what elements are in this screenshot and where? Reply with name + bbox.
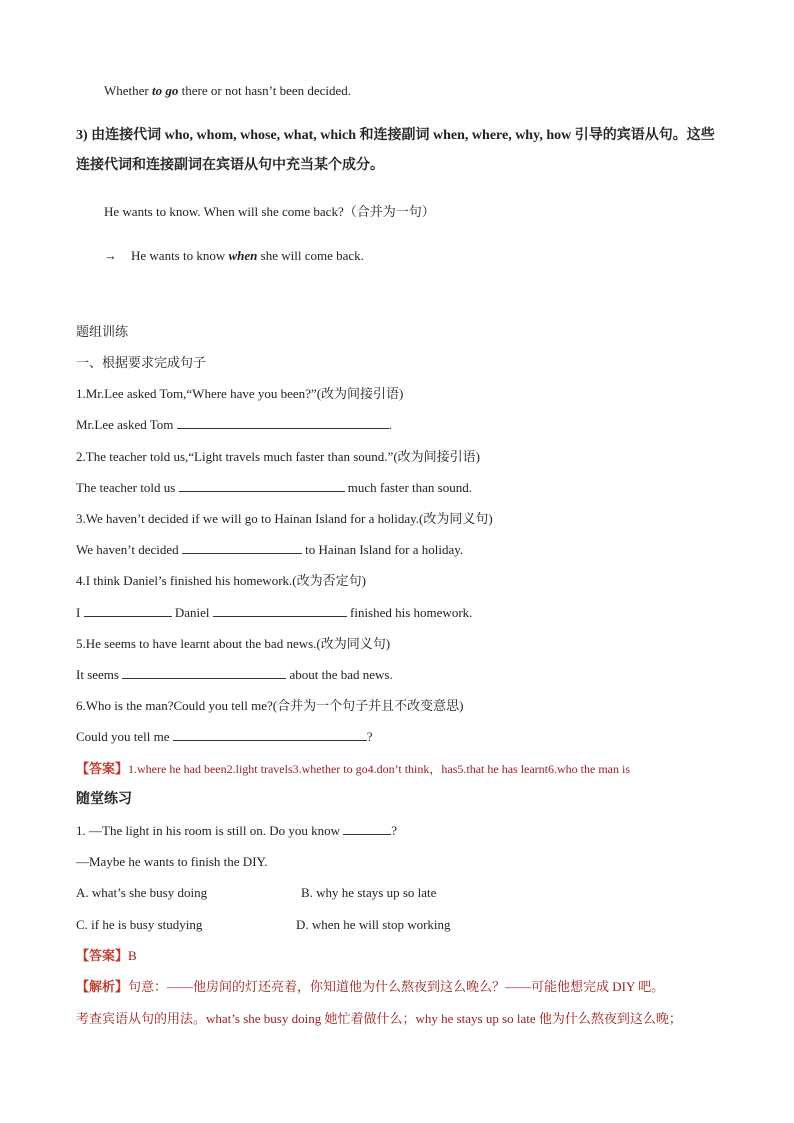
section3-line1: 3) 由连接代词 who, whom, whose, what, which 和连接副词 when, where, why, how 引导的宾语从句。这些 [76, 128, 715, 143]
example-combine-question: He wants to know. When will she come back?（合并为一句） [104, 204, 435, 219]
drill-question-4: 4.I think Daniel’s finished his homework.(改为否定句) [76, 573, 366, 588]
drill-answer-1-post: . [388, 417, 392, 432]
answer-blank[interactable] [122, 666, 286, 679]
drill-answer-line-3 [76, 541, 463, 559]
drill-answer-line-1 [76, 416, 392, 434]
drill-answer-5-pre: It seems [76, 667, 123, 682]
drill-subtitle: 一、根据要求完成句子 [76, 355, 207, 370]
drill-answer-1-pre: Mr.Lee asked Tom [76, 417, 177, 432]
answer-blank[interactable] [182, 541, 302, 554]
drill-answer-line-6 [76, 728, 373, 746]
drill-answer-line-4 [76, 604, 472, 622]
drill-answer-line-2 [76, 479, 472, 497]
practice-question-1-reply: —Maybe he wants to finish the DIY. [76, 854, 268, 869]
option-b[interactable]: B. why he stays up so late [301, 885, 437, 900]
drill-answer-4-post: finished his homework. [346, 605, 473, 620]
example-whether-pre: Whether [104, 83, 153, 98]
practice-analysis [76, 978, 664, 996]
example-combine-answer-post: she will come back. [257, 248, 364, 263]
drill-answer-4-mid: Daniel [171, 605, 213, 620]
example-combine-answer [104, 247, 364, 265]
option-d[interactable]: D. when he will stop working [296, 917, 451, 932]
practice-answer-value: B [128, 948, 137, 963]
example-combine-answer-pre: He wants to know [131, 248, 229, 263]
example-whether-post: there or not hasn’t been decided. [178, 83, 352, 98]
example-whether-keyword: to go [152, 83, 179, 98]
analysis-label: 【解析】 [76, 979, 129, 994]
drill-answer-6-post: ? [366, 729, 373, 744]
drill-answer-2-pre: The teacher told us [76, 480, 179, 495]
drill-answer-key [76, 760, 630, 778]
answer-text: 1.where he had been2.light travels3.whether to go4.don’t think，has5.that he has learnt6.who the man is [128, 762, 631, 776]
drill-answer-3-pre: We haven’t decided [76, 542, 182, 557]
answer-blank[interactable] [179, 479, 345, 492]
drill-answer-2-post: much faster than sound. [344, 480, 472, 495]
practice-q1-end: ? [391, 823, 398, 838]
drill-answer-5-post: about the bad news. [286, 667, 393, 682]
drill-title: 题组训练 [76, 324, 129, 339]
answer-blank[interactable] [173, 728, 367, 741]
arrow-icon: → [104, 248, 117, 263]
practice-answer [76, 947, 137, 965]
drill-answer-4-pre: I [76, 605, 84, 620]
practice-question-1 [76, 822, 397, 840]
option-a[interactable]: A. what’s she busy doing [76, 885, 208, 900]
practice-answer-label: 【答案】 [76, 948, 129, 963]
analysis-line-2: 考查宾语从句的用法。what’s she busy doing 她忙着做什么；why he stays up so late 他为什么熬夜到这么晚； [76, 1011, 682, 1026]
drill-question-2: 2.The teacher told us,“Light travels much faster than sound.”(改为间接引语) [76, 449, 480, 464]
answer-blank[interactable] [84, 604, 172, 617]
drill-answer-line-5 [76, 666, 393, 684]
practice-title: 随堂练习 [76, 792, 132, 807]
answer-blank[interactable] [177, 416, 389, 429]
drill-question-3: 3.We haven’t decided if we will go to Hainan Island for a holiday.(改为同义句) [76, 511, 493, 526]
drill-answer-3-post: to Hainan Island for a holiday. [301, 542, 464, 557]
section3-line2: 连接代词和连接副词在宾语从句中充当某个成分。 [76, 158, 384, 173]
drill-answer-6-pre: Could you tell me [76, 729, 173, 744]
option-c[interactable]: C. if he is busy studying [76, 917, 203, 932]
answer-blank[interactable] [343, 822, 391, 835]
drill-question-6: 6.Who is the man?Could you tell me?(合并为一个句子并且不改变意思) [76, 698, 464, 713]
example-combine-keyword: when [228, 248, 258, 263]
example-whether [104, 82, 351, 100]
drill-question-5: 5.He seems to have learnt about the bad news.(改为同义句) [76, 636, 391, 651]
answer-blank[interactable] [213, 604, 347, 617]
drill-question-1: 1.Mr.Lee asked Tom,“Where have you been?”(改为间接引语) [76, 386, 404, 401]
answer-label: 【答案】 [76, 761, 129, 776]
practice-q1-text: 1. —The light in his room is still on. Do you know [76, 823, 344, 838]
analysis-line-1: 句意：——他房间的灯还亮着，你知道他为什么熬夜到这么晚么？——可能他想完成 DIY 吧。 [128, 979, 665, 994]
